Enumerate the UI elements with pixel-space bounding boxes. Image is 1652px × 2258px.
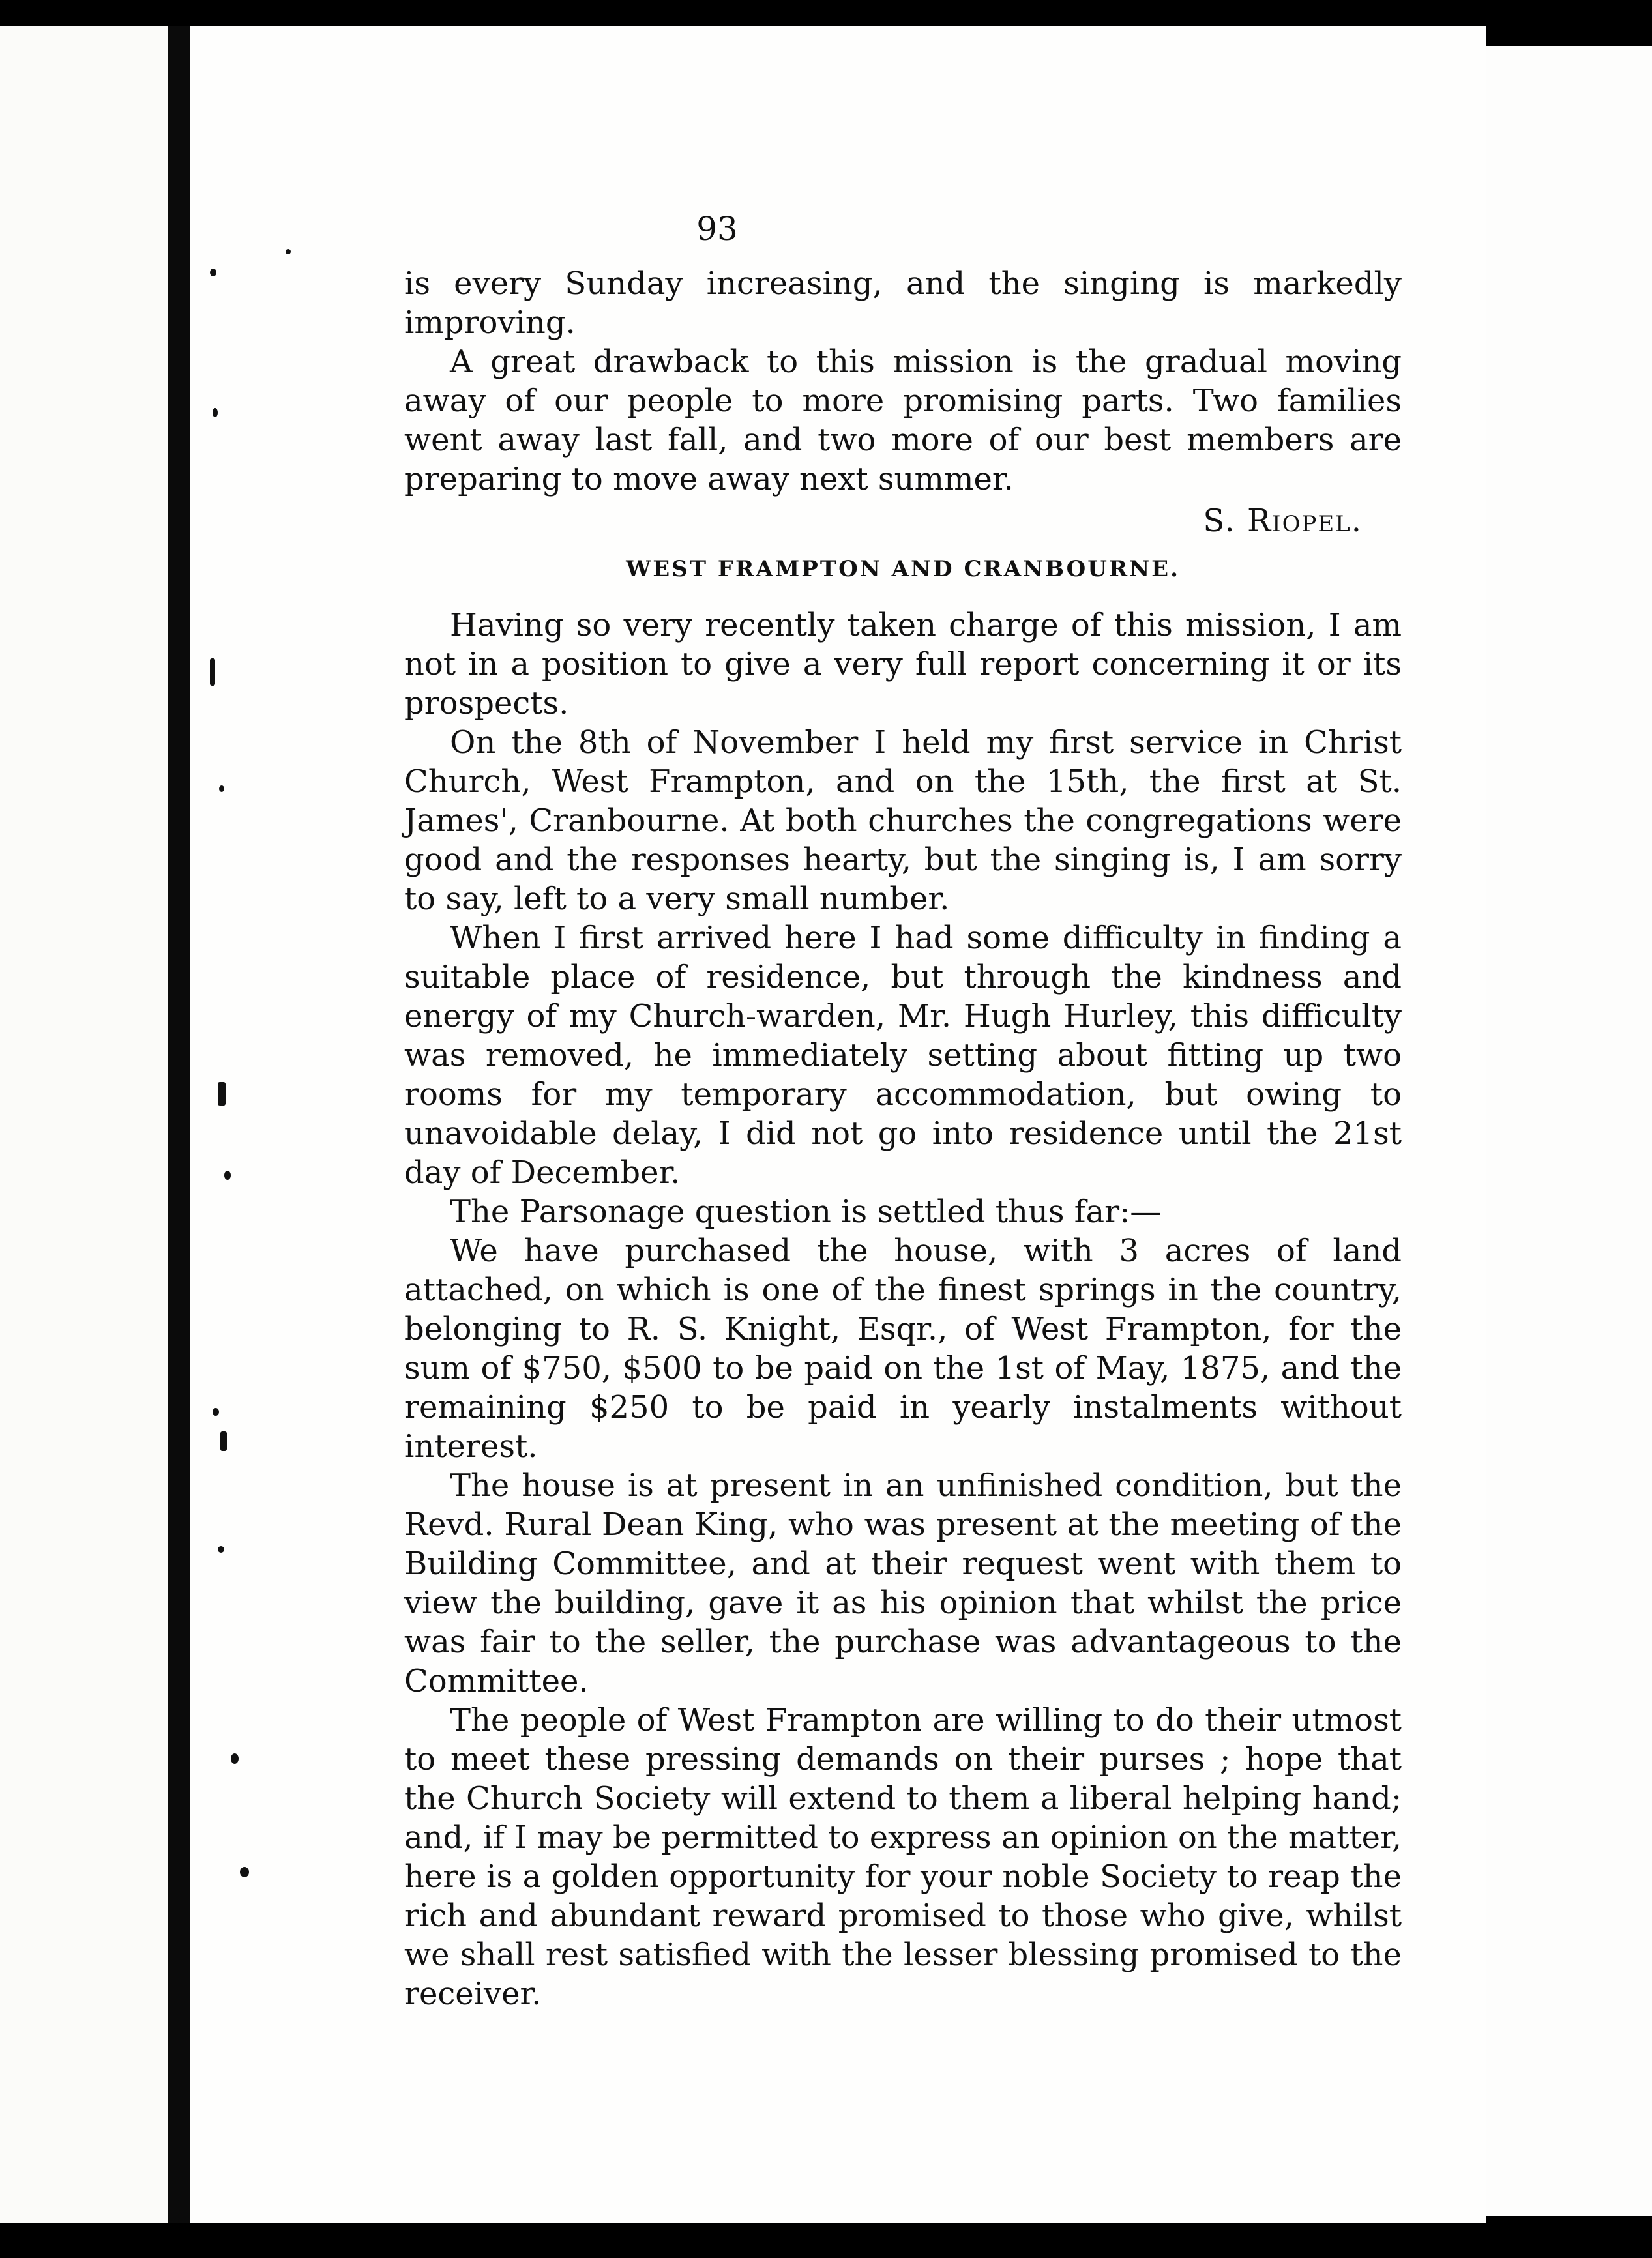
section-heading: WEST FRAMPTON AND CRANBOURNE.	[626, 556, 1180, 582]
ink-speck	[210, 658, 215, 686]
paragraph: We have purchased the house, with 3 acres of land attached, on which is one of the finest springs in the country, belonging to R. S. Knight, Esqr., of West Frampton, for the sum of $750, $500 to be paid on the 1st of May, 1875, and the remaining $250 to be paid in yearly instalments without interest.	[404, 1233, 1402, 1465]
right-page-edge	[1486, 46, 1652, 2216]
page-body	[404, 264, 1402, 2014]
ink-speck	[213, 408, 218, 417]
ink-speck	[240, 1867, 249, 1877]
ink-speck	[224, 1171, 231, 1180]
signature: S. Riopel.	[1203, 503, 1363, 539]
paragraph: The people of West Frampton are willing to do their utmost to meet these pressing demands on their purses ; hope that the Church Society will extend to them a liberal helping hand; and, if I may be permitted to express an opinion on the matter, here is a golden opportunity for your noble Society to reap the rich and abundant reward promised to those who give, whilst we shall rest satisfied with the lesser blessing promised to the receiver.	[404, 1702, 1402, 2012]
paragraph: The Parsonage question is settled thus far:—	[450, 1194, 1162, 1230]
binding-gutter	[168, 26, 190, 2223]
ink-speck	[218, 1546, 224, 1553]
ink-speck	[213, 1408, 219, 1416]
ink-speck	[218, 1082, 226, 1106]
paragraph: The house is at present in an unfinished condition, but the Revd. Rural Dean King, who was present at the meeting of the Building Committee, and at their request went with them to view the building, gave it as his opinion that whilst the price was fair to the seller, the purchase was advantageous to the Committee.	[404, 1467, 1402, 1699]
page-number: 93	[696, 210, 738, 248]
paragraph-drawback: A great drawback to this mission is the gradual moving away of our people to more promising parts. Two families went away last fall, and two more of our best members are preparing to move away next summer.	[404, 344, 1402, 497]
ink-speck	[210, 269, 216, 276]
paragraph: Having so very recently taken charge of this mission, I am not in a position to give a very full report concerning it or its prospects.	[404, 607, 1402, 722]
paragraph-continued: is every Sunday increasing, and the singing is markedly improving.	[404, 265, 1402, 341]
ink-speck	[220, 1431, 227, 1451]
paragraph: When I first arrived here I had some difficulty in finding a suitable place of residence, but through the kindness and energy of my Church-warden, Mr. Hugh Hurley, this difficulty was removed, he immediately setting about fitting up two rooms for my temporary accommodation, but owing to unavoidable delay, I did not go into residence until the 21st day of December.	[404, 920, 1402, 1191]
ink-speck	[286, 249, 291, 254]
left-page-edge	[0, 26, 168, 2223]
paragraph: On the 8th of November I held my first service in Christ Church, West Frampton, and on the 15th, the first at St. James', Cranbourne. At both churches the congregations were good and the responses hearty, but the singing is, I am sorry to say, left to a very small number.	[404, 724, 1402, 917]
ink-speck	[219, 785, 224, 792]
ink-speck	[231, 1753, 239, 1764]
